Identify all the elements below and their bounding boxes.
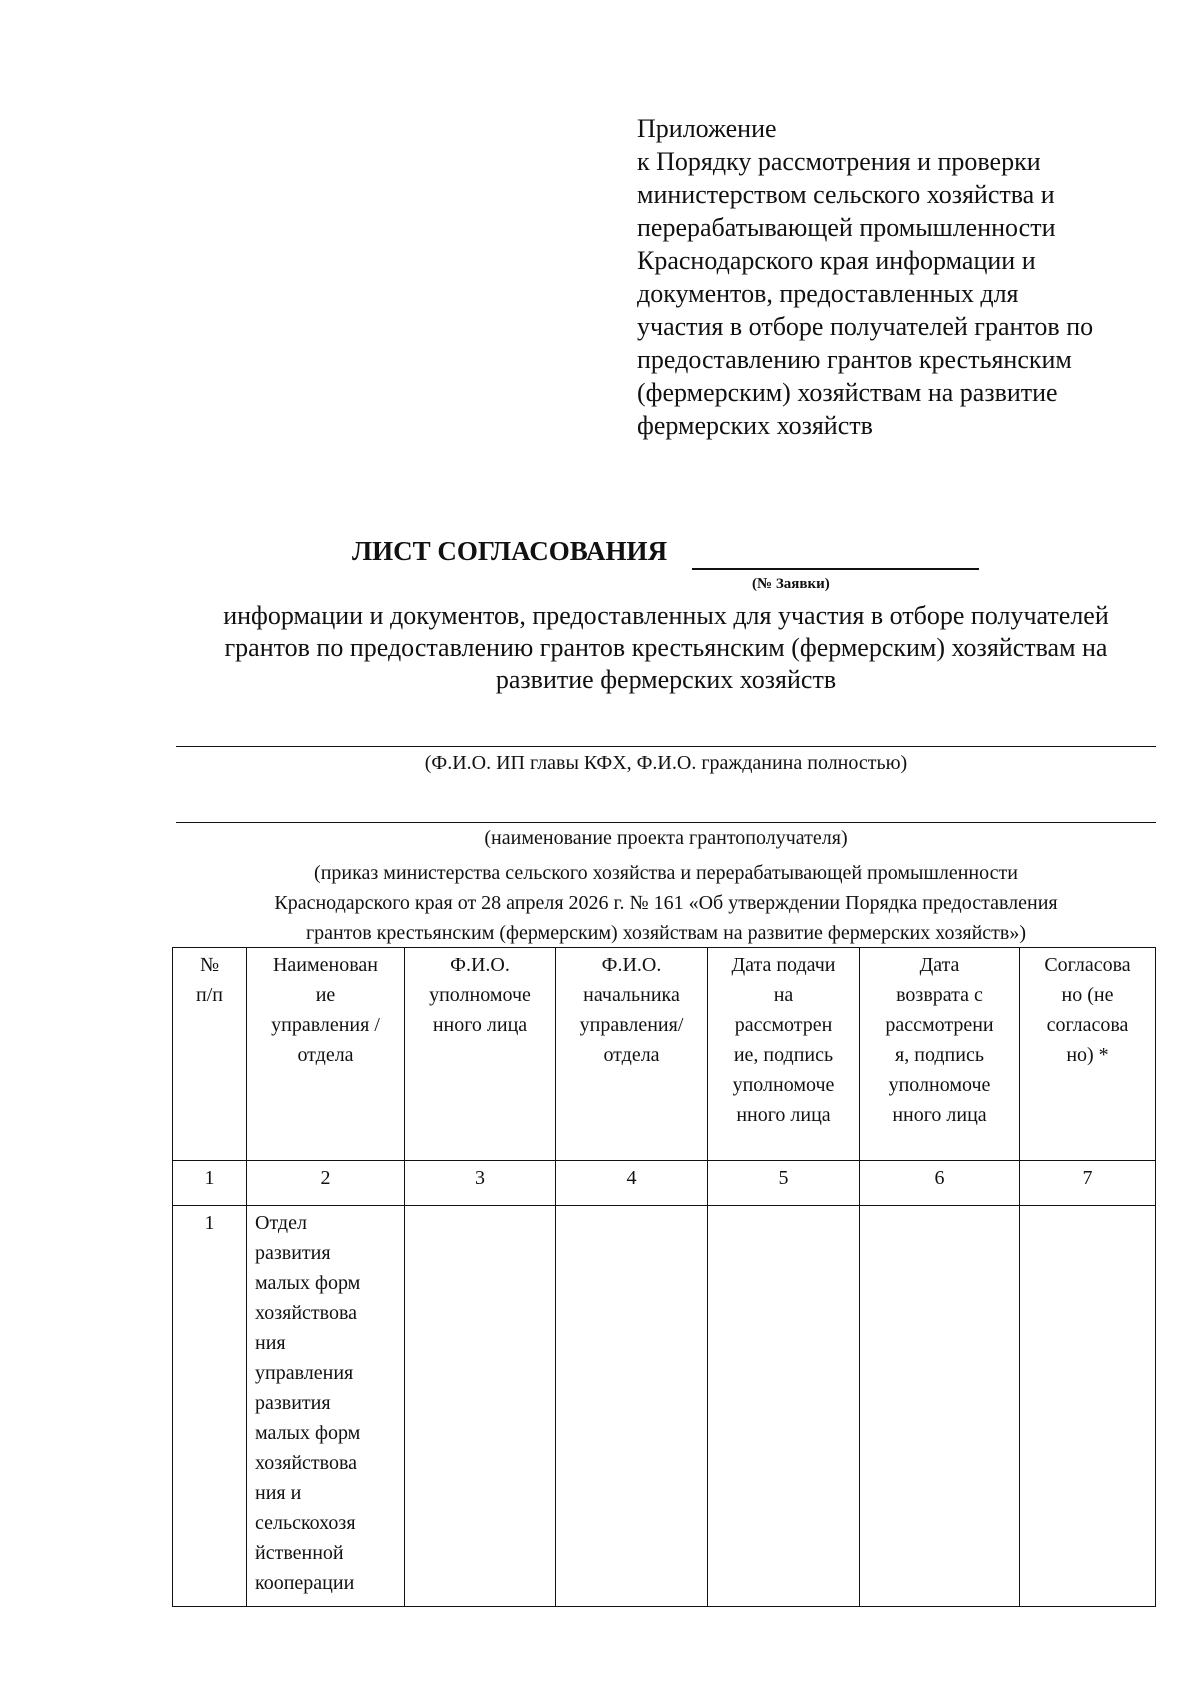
department-text: сельскохозя bbox=[255, 1512, 356, 1534]
department-text: развития bbox=[255, 1242, 331, 1264]
header-text: п/п bbox=[196, 984, 223, 1006]
department-text: ния bbox=[255, 1332, 286, 1354]
column-number-cell: 3 bbox=[405, 1161, 556, 1206]
header-text: уполномоче bbox=[429, 984, 531, 1006]
authorized-person-cell bbox=[405, 1206, 556, 1607]
appendix-line: Краснодарского края информации и bbox=[637, 246, 1036, 275]
applicant-name-caption: (Ф.И.О. ИП главы КФХ, Ф.И.О. гражданина полностью) bbox=[424, 752, 908, 774]
header-text: отдела bbox=[603, 1044, 660, 1066]
project-name-field bbox=[176, 822, 1156, 823]
subtitle-line: развитие фермерских хозяйств bbox=[495, 665, 837, 694]
column-number-cell: 5 bbox=[708, 1161, 860, 1206]
appendix-line: к Порядку рассмотрения и проверки bbox=[637, 147, 1041, 176]
column-number-row bbox=[173, 1161, 1156, 1206]
header-text: Ф.И.О. bbox=[450, 954, 510, 976]
head-of-department-cell bbox=[556, 1206, 708, 1607]
department-text: развития bbox=[255, 1392, 331, 1414]
header-text: ие, подпись bbox=[733, 1044, 834, 1066]
header-text: согласова bbox=[1046, 1014, 1129, 1036]
header-text: рассмотрен bbox=[734, 1014, 833, 1036]
header-text: отдела bbox=[297, 1044, 354, 1066]
header-text: уполномоче bbox=[888, 1074, 991, 1096]
header-text: возврата с bbox=[896, 984, 983, 1006]
header-text: № bbox=[199, 954, 220, 976]
header-text: на bbox=[773, 984, 794, 1006]
appendix-header bbox=[637, 112, 1157, 442]
department-text: хозяйствова bbox=[255, 1302, 358, 1324]
column-number-cell: 4 bbox=[556, 1161, 708, 1206]
header-text: управления/ bbox=[579, 1014, 684, 1036]
order-reference bbox=[170, 858, 1162, 948]
header-cell-submission-date bbox=[708, 948, 860, 1161]
order-line: Краснодарского края от 28 апреля 2026 г. № 161 «Об утверждении Порядка предоставления bbox=[274, 892, 1058, 914]
header-text: управления / bbox=[271, 1014, 380, 1036]
header-cell-approval bbox=[1020, 948, 1156, 1161]
column-number-cell: 7 bbox=[1020, 1161, 1156, 1206]
document-subtitle bbox=[170, 600, 1162, 696]
table-row bbox=[173, 1206, 1156, 1607]
table-header-row bbox=[173, 948, 1156, 1161]
header-cell-number bbox=[173, 948, 247, 1161]
department-text: хозяйствова bbox=[255, 1452, 358, 1474]
header-text: рассмотрени bbox=[885, 1014, 994, 1036]
department-text: Отдел bbox=[255, 1212, 307, 1234]
row-number-cell: 1 bbox=[173, 1206, 247, 1607]
subtitle-line: грантов по предоставлению грантов крестьянским (фермерским) хозяйствам на bbox=[224, 633, 1108, 662]
department-text: йственной bbox=[255, 1542, 344, 1564]
project-name-caption: (наименование проекта грантополучателя) bbox=[484, 827, 848, 849]
header-text: начальника bbox=[583, 984, 680, 1006]
header-text: нного лица bbox=[736, 1104, 831, 1126]
column-number-cell: 2 bbox=[247, 1161, 405, 1206]
header-text: Ф.И.О. bbox=[601, 954, 662, 976]
subtitle-line: информации и документов, предоставленных для участия в отборе получателей bbox=[223, 601, 1109, 630]
appendix-line: министерством сельского хозяйства и bbox=[637, 180, 1055, 209]
column-number-cell: 1 bbox=[173, 1161, 247, 1206]
column-number-cell: 6 bbox=[860, 1161, 1020, 1206]
department-cell bbox=[247, 1206, 405, 1607]
header-text: но (не bbox=[1061, 984, 1114, 1006]
return-cell bbox=[860, 1206, 1020, 1607]
approval-table bbox=[172, 947, 1156, 1607]
header-cell-department bbox=[247, 948, 405, 1161]
order-line: грантов крестьянским (фермерским) хозяйствам на развитие фермерских хозяйств») bbox=[305, 922, 1027, 944]
header-text: нного лица bbox=[892, 1104, 987, 1126]
header-text: но) * bbox=[1066, 1044, 1109, 1066]
document-title: ЛИСТ СОГЛАСОВАНИЯ bbox=[352, 536, 668, 566]
header-text: ие bbox=[315, 984, 336, 1006]
appendix-line: Приложение bbox=[637, 114, 777, 143]
appendix-line: документов, предоставленных для bbox=[637, 279, 1019, 308]
appendix-line: (фермерским) хозяйствам на развитие bbox=[637, 378, 1058, 407]
department-text: малых форм bbox=[255, 1272, 361, 1294]
appendix-line: участия в отборе получателей грантов по bbox=[637, 312, 1094, 341]
approval-cell bbox=[1020, 1206, 1156, 1607]
appendix-line: фермерских хозяйств bbox=[637, 411, 873, 440]
header-text: Дата подачи bbox=[731, 954, 836, 976]
order-line: (приказ министерства сельского хозяйства и перерабатывающей промышленности bbox=[314, 862, 1018, 884]
submission-cell bbox=[708, 1206, 860, 1607]
applicant-name-field bbox=[176, 746, 1156, 747]
appendix-line: предоставлению грантов крестьянским bbox=[637, 345, 1072, 374]
department-text: кооперации bbox=[255, 1572, 355, 1594]
header-text: уполномоче bbox=[732, 1074, 835, 1096]
header-text: Дата bbox=[919, 954, 960, 976]
application-number-caption: (№ Заявки) bbox=[752, 576, 830, 592]
header-cell-head-of-department bbox=[556, 948, 708, 1161]
header-text: Согласова bbox=[1044, 954, 1131, 976]
department-text: управления bbox=[255, 1362, 354, 1384]
department-text: ния и bbox=[255, 1482, 302, 1504]
appendix-line: перерабатывающей промышленности bbox=[637, 213, 1056, 242]
application-number-field bbox=[692, 568, 979, 570]
header-text: нного лица bbox=[432, 1014, 528, 1036]
header-text: я, подпись bbox=[895, 1044, 984, 1066]
header-cell-return-date bbox=[860, 948, 1020, 1161]
department-text: малых форм bbox=[255, 1422, 361, 1444]
header-cell-authorized-person bbox=[405, 948, 556, 1161]
header-text: Наименован bbox=[272, 954, 379, 976]
